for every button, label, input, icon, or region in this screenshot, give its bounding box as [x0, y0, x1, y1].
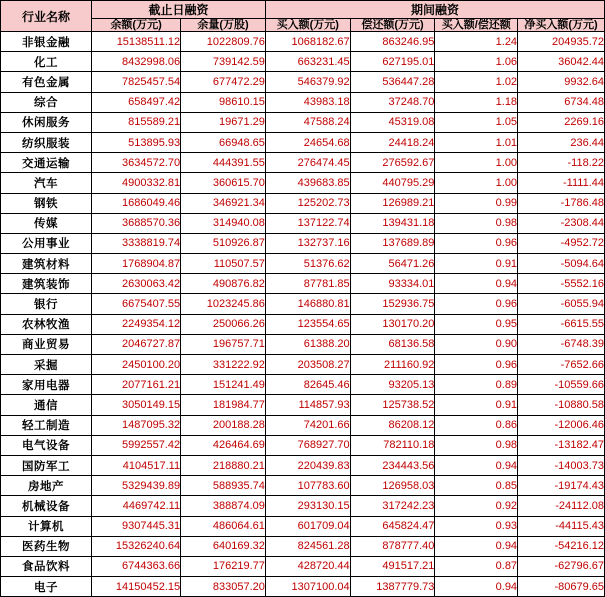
buy-amount-cell: 87781.85: [265, 274, 350, 294]
shares-cell: 110507.57: [181, 254, 266, 274]
table-row: [1, 314, 605, 334]
column-header-buy: 买入额(万元): [265, 19, 350, 32]
column-header-shares: 余量(万股): [181, 19, 266, 32]
net-buy-cell: -6615.55: [518, 314, 605, 334]
table-row: [1, 355, 605, 375]
repay-amount-cell: 1387779.73: [350, 577, 435, 597]
industry-name-cell: 纺织服装: [1, 132, 92, 152]
buy-amount-cell: 123554.65: [265, 314, 350, 334]
shares-cell: 388874.09: [181, 496, 266, 516]
net-buy-cell: 6734.48: [518, 92, 605, 112]
column-header-ratio: 买入额/偿还额: [435, 19, 518, 32]
industry-name-cell: 采掘: [1, 355, 92, 375]
net-buy-cell: -4952.72: [518, 233, 605, 253]
repay-amount-cell: 45319.08: [350, 112, 435, 132]
repay-amount-cell: 317242.23: [350, 496, 435, 516]
balance-cell: 8432998.06: [92, 52, 181, 72]
buy-repay-ratio-cell: 0.99: [435, 193, 518, 213]
industry-name-cell: 综合: [1, 92, 92, 112]
table-row: [1, 435, 605, 455]
buy-amount-cell: 768927.70: [265, 435, 350, 455]
net-buy-cell: -1111.44: [518, 173, 605, 193]
industry-name-cell: 电气设备: [1, 435, 92, 455]
balance-cell: 15138511.12: [92, 32, 181, 52]
balance-cell: 513895.93: [92, 132, 181, 152]
buy-amount-cell: 601709.04: [265, 516, 350, 536]
column-header-balance: 余额(万元): [92, 19, 181, 32]
repay-amount-cell: 139431.18: [350, 213, 435, 233]
industry-name-cell: 有色金属: [1, 72, 92, 92]
buy-amount-cell: 293130.15: [265, 496, 350, 516]
industry-name-cell: 房地产: [1, 476, 92, 496]
net-buy-cell: -80679.65: [518, 577, 605, 597]
buy-repay-ratio-cell: 0.94: [435, 455, 518, 475]
buy-repay-ratio-cell: 0.94: [435, 577, 518, 597]
industry-name-cell: 电子: [1, 577, 92, 597]
industry-name-cell: 钢铁: [1, 193, 92, 213]
table-row: [1, 32, 605, 52]
buy-repay-ratio-cell: 0.93: [435, 516, 518, 536]
buy-repay-ratio-cell: 1.00: [435, 153, 518, 173]
shares-cell: 250066.26: [181, 314, 266, 334]
column-header-industry: 行业名称: [1, 1, 92, 32]
net-buy-cell: -6055.94: [518, 294, 605, 314]
repay-amount-cell: 536447.28: [350, 72, 435, 92]
repay-amount-cell: 645824.47: [350, 516, 435, 536]
buy-amount-cell: 114857.93: [265, 395, 350, 415]
repay-amount-cell: 276592.67: [350, 153, 435, 173]
column-header-net: 净买入额(万元): [518, 19, 605, 32]
balance-cell: 4469742.11: [92, 496, 181, 516]
shares-cell: 346921.34: [181, 193, 266, 213]
balance-cell: 815589.21: [92, 112, 181, 132]
buy-amount-cell: 439683.85: [265, 173, 350, 193]
buy-amount-cell: 132737.16: [265, 233, 350, 253]
buy-repay-ratio-cell: 1.00: [435, 173, 518, 193]
shares-cell: 98610.15: [181, 92, 266, 112]
table-row: [1, 153, 605, 173]
shares-cell: 200188.28: [181, 415, 266, 435]
buy-amount-cell: 663231.45: [265, 52, 350, 72]
buy-repay-ratio-cell: 0.85: [435, 476, 518, 496]
balance-cell: 14150452.15: [92, 577, 181, 597]
industry-name-cell: 建筑装饰: [1, 274, 92, 294]
net-buy-cell: 236.44: [518, 132, 605, 152]
group-header-closing-financing: 截止日融资: [92, 1, 266, 19]
buy-amount-cell: 220439.83: [265, 455, 350, 475]
column-header-repay: 偿还额(万元): [350, 19, 435, 32]
repay-amount-cell: 491517.21: [350, 556, 435, 576]
table-body: [1, 32, 605, 597]
net-buy-cell: -118.22: [518, 153, 605, 173]
shares-cell: 444391.55: [181, 153, 266, 173]
buy-repay-ratio-cell: 1.18: [435, 92, 518, 112]
buy-amount-cell: 824561.28: [265, 536, 350, 556]
net-buy-cell: -5094.64: [518, 254, 605, 274]
table-row: [1, 112, 605, 132]
buy-repay-ratio-cell: 1.02: [435, 72, 518, 92]
buy-amount-cell: 137122.74: [265, 213, 350, 233]
buy-amount-cell: 24654.68: [265, 132, 350, 152]
buy-repay-ratio-cell: 0.86: [435, 415, 518, 435]
table-header: [1, 1, 605, 32]
table-row: [1, 52, 605, 72]
group-header-period-financing: 期间融资: [265, 1, 604, 19]
net-buy-cell: -7652.66: [518, 355, 605, 375]
repay-amount-cell: 234443.56: [350, 455, 435, 475]
table-row: [1, 577, 605, 597]
shares-cell: 331222.92: [181, 355, 266, 375]
shares-cell: 314940.08: [181, 213, 266, 233]
buy-amount-cell: 203508.27: [265, 355, 350, 375]
repay-amount-cell: 56471.26: [350, 254, 435, 274]
industry-name-cell: 非银金融: [1, 32, 92, 52]
repay-amount-cell: 93334.01: [350, 274, 435, 294]
balance-cell: 2046727.87: [92, 334, 181, 354]
industry-name-cell: 国防军工: [1, 455, 92, 475]
balance-cell: 658497.42: [92, 92, 181, 112]
table-row: [1, 173, 605, 193]
net-buy-cell: 36042.44: [518, 52, 605, 72]
repay-amount-cell: 863246.95: [350, 32, 435, 52]
buy-repay-ratio-cell: 0.96: [435, 233, 518, 253]
table-row: [1, 213, 605, 233]
industry-name-cell: 汽车: [1, 173, 92, 193]
shares-cell: 588935.74: [181, 476, 266, 496]
buy-amount-cell: 276474.45: [265, 153, 350, 173]
table-row: [1, 193, 605, 213]
table-row: [1, 254, 605, 274]
net-buy-cell: -5552.16: [518, 274, 605, 294]
shares-cell: 151241.49: [181, 375, 266, 395]
buy-amount-cell: 47588.24: [265, 112, 350, 132]
balance-cell: 3634572.70: [92, 153, 181, 173]
balance-cell: 6744363.66: [92, 556, 181, 576]
shares-cell: 833057.20: [181, 577, 266, 597]
balance-cell: 15326240.64: [92, 536, 181, 556]
repay-amount-cell: 68136.58: [350, 334, 435, 354]
table-row: [1, 415, 605, 435]
balance-cell: 6675407.55: [92, 294, 181, 314]
table-row: [1, 455, 605, 475]
shares-cell: 19671.29: [181, 112, 266, 132]
shares-cell: 66948.65: [181, 132, 266, 152]
repay-amount-cell: 211160.92: [350, 355, 435, 375]
table-row: [1, 274, 605, 294]
balance-cell: 5329439.89: [92, 476, 181, 496]
buy-repay-ratio-cell: 0.87: [435, 556, 518, 576]
table-row: [1, 496, 605, 516]
balance-cell: 1686049.46: [92, 193, 181, 213]
table-row: [1, 72, 605, 92]
industry-name-cell: 公用事业: [1, 233, 92, 253]
industry-name-cell: 化工: [1, 52, 92, 72]
industry-name-cell: 机械设备: [1, 496, 92, 516]
shares-cell: 510926.87: [181, 233, 266, 253]
shares-cell: 1023245.86: [181, 294, 266, 314]
industry-name-cell: 计算机: [1, 516, 92, 536]
net-buy-cell: -19174.43: [518, 476, 605, 496]
industry-name-cell: 休闲服务: [1, 112, 92, 132]
net-buy-cell: -10880.58: [518, 395, 605, 415]
table-row: [1, 476, 605, 496]
balance-cell: 7825457.54: [92, 72, 181, 92]
net-buy-cell: -24112.08: [518, 496, 605, 516]
balance-cell: 4104517.11: [92, 455, 181, 475]
buy-repay-ratio-cell: 0.92: [435, 496, 518, 516]
balance-cell: 2630063.42: [92, 274, 181, 294]
buy-amount-cell: 51376.62: [265, 254, 350, 274]
balance-cell: 5992557.42: [92, 435, 181, 455]
balance-cell: 3688570.36: [92, 213, 181, 233]
repay-amount-cell: 782110.18: [350, 435, 435, 455]
buy-repay-ratio-cell: 0.94: [435, 536, 518, 556]
industry-name-cell: 轻工制造: [1, 415, 92, 435]
buy-repay-ratio-cell: 0.91: [435, 395, 518, 415]
buy-repay-ratio-cell: 0.89: [435, 375, 518, 395]
table-row: [1, 233, 605, 253]
repay-amount-cell: 152936.75: [350, 294, 435, 314]
buy-repay-ratio-cell: 0.96: [435, 294, 518, 314]
shares-cell: 196757.71: [181, 334, 266, 354]
net-buy-cell: -12006.46: [518, 415, 605, 435]
net-buy-cell: -54216.12: [518, 536, 605, 556]
repay-amount-cell: 126958.03: [350, 476, 435, 496]
repay-amount-cell: 130170.20: [350, 314, 435, 334]
table-row: [1, 294, 605, 314]
shares-cell: 1022809.76: [181, 32, 266, 52]
shares-cell: 490876.82: [181, 274, 266, 294]
table-row: [1, 556, 605, 576]
shares-cell: 677472.29: [181, 72, 266, 92]
net-buy-cell: -13182.47: [518, 435, 605, 455]
buy-amount-cell: 43983.18: [265, 92, 350, 112]
buy-repay-ratio-cell: 0.94: [435, 274, 518, 294]
industry-name-cell: 通信: [1, 395, 92, 415]
balance-cell: 9307445.31: [92, 516, 181, 536]
buy-amount-cell: 1068182.67: [265, 32, 350, 52]
balance-cell: 1487095.32: [92, 415, 181, 435]
buy-repay-ratio-cell: 0.96: [435, 355, 518, 375]
shares-cell: 218880.21: [181, 455, 266, 475]
net-buy-cell: -14003.73: [518, 455, 605, 475]
table-row: [1, 92, 605, 112]
repay-amount-cell: 86208.12: [350, 415, 435, 435]
shares-cell: 426464.69: [181, 435, 266, 455]
group-header-row: [1, 1, 605, 19]
repay-amount-cell: 126989.21: [350, 193, 435, 213]
net-buy-cell: -10559.66: [518, 375, 605, 395]
column-header-row: [1, 19, 605, 32]
repay-amount-cell: 125738.52: [350, 395, 435, 415]
net-buy-cell: 204935.72: [518, 32, 605, 52]
net-buy-cell: -1786.48: [518, 193, 605, 213]
repay-amount-cell: 37248.70: [350, 92, 435, 112]
buy-amount-cell: 74201.66: [265, 415, 350, 435]
repay-amount-cell: 878777.40: [350, 536, 435, 556]
balance-cell: 2077161.21: [92, 375, 181, 395]
buy-repay-ratio-cell: 0.91: [435, 254, 518, 274]
balance-cell: 3338819.74: [92, 233, 181, 253]
balance-cell: 2450100.20: [92, 355, 181, 375]
repay-amount-cell: 627195.01: [350, 52, 435, 72]
balance-cell: 3050149.15: [92, 395, 181, 415]
buy-repay-ratio-cell: 0.90: [435, 334, 518, 354]
industry-name-cell: 医药生物: [1, 536, 92, 556]
shares-cell: 360615.70: [181, 173, 266, 193]
buy-amount-cell: 1307100.04: [265, 577, 350, 597]
shares-cell: 640169.32: [181, 536, 266, 556]
repay-amount-cell: 24418.24: [350, 132, 435, 152]
balance-cell: 2249354.12: [92, 314, 181, 334]
shares-cell: 181984.77: [181, 395, 266, 415]
balance-cell: 4900332.81: [92, 173, 181, 193]
buy-repay-ratio-cell: 0.98: [435, 435, 518, 455]
table-row: [1, 395, 605, 415]
net-buy-cell: -44115.43: [518, 516, 605, 536]
table-row: [1, 516, 605, 536]
buy-repay-ratio-cell: 0.98: [435, 213, 518, 233]
buy-amount-cell: 125202.73: [265, 193, 350, 213]
shares-cell: 739142.59: [181, 52, 266, 72]
repay-amount-cell: 93205.13: [350, 375, 435, 395]
industry-name-cell: 建筑材料: [1, 254, 92, 274]
buy-repay-ratio-cell: 1.24: [435, 32, 518, 52]
industry-name-cell: 农林牧渔: [1, 314, 92, 334]
repay-amount-cell: 440795.29: [350, 173, 435, 193]
industry-name-cell: 传媒: [1, 213, 92, 233]
net-buy-cell: 9932.64: [518, 72, 605, 92]
buy-amount-cell: 428720.44: [265, 556, 350, 576]
net-buy-cell: -62796.67: [518, 556, 605, 576]
table-row: [1, 334, 605, 354]
table-row: [1, 536, 605, 556]
buy-amount-cell: 146880.81: [265, 294, 350, 314]
buy-amount-cell: 61388.20: [265, 334, 350, 354]
buy-repay-ratio-cell: 1.01: [435, 132, 518, 152]
buy-repay-ratio-cell: 0.95: [435, 314, 518, 334]
buy-repay-ratio-cell: 1.06: [435, 52, 518, 72]
shares-cell: 176219.77: [181, 556, 266, 576]
industry-name-cell: 交通运输: [1, 153, 92, 173]
buy-amount-cell: 82645.46: [265, 375, 350, 395]
net-buy-cell: -2308.44: [518, 213, 605, 233]
table-row: [1, 132, 605, 152]
buy-repay-ratio-cell: 1.05: [435, 112, 518, 132]
net-buy-cell: 2269.16: [518, 112, 605, 132]
table-row: [1, 375, 605, 395]
net-buy-cell: -6748.39: [518, 334, 605, 354]
repay-amount-cell: 137689.89: [350, 233, 435, 253]
buy-amount-cell: 546379.92: [265, 72, 350, 92]
buy-amount-cell: 107783.60: [265, 476, 350, 496]
industry-name-cell: 食品饮料: [1, 556, 92, 576]
industry-name-cell: 家用电器: [1, 375, 92, 395]
industry-name-cell: 银行: [1, 294, 92, 314]
industry-name-cell: 商业贸易: [1, 334, 92, 354]
shares-cell: 486064.61: [181, 516, 266, 536]
balance-cell: 1768904.87: [92, 254, 181, 274]
